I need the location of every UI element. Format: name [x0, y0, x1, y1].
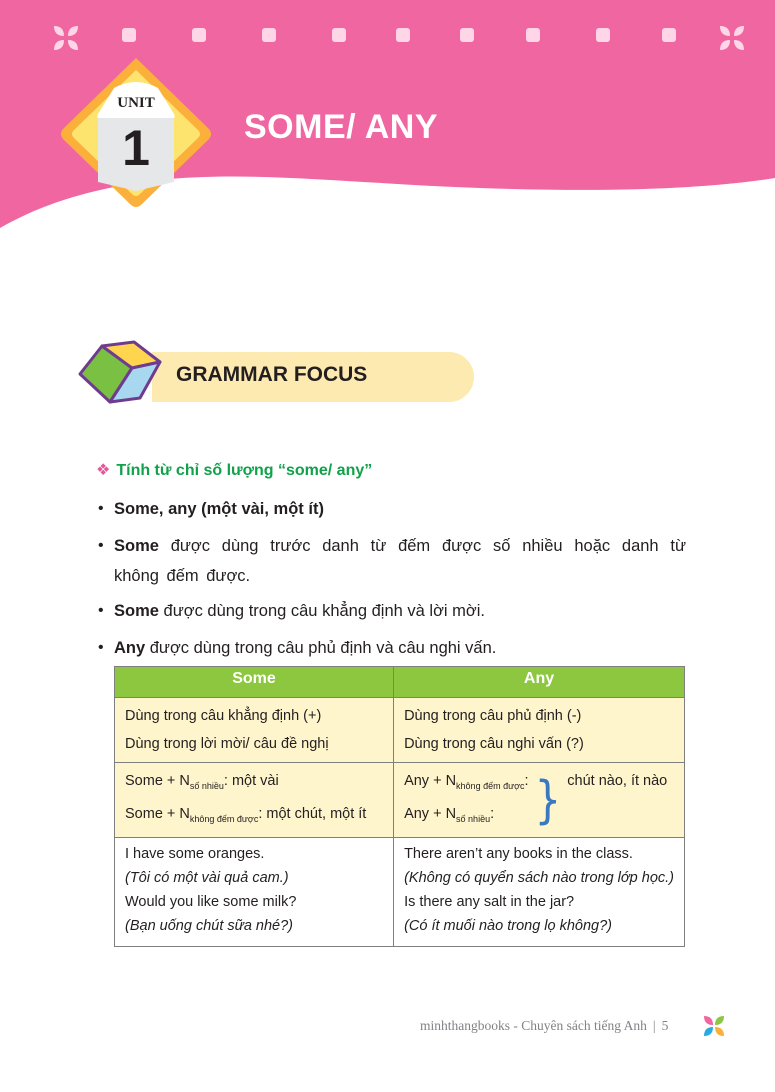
forms-cell-any	[394, 763, 685, 838]
section-heading: GRAMMAR FOCUS	[176, 363, 368, 386]
form-subscript: không đếm được	[456, 781, 525, 791]
flower-icon	[50, 22, 82, 54]
page-footer	[420, 1018, 668, 1034]
example-vi: (Tôi có một vài quả cam.)	[125, 870, 289, 886]
form-prefix: Any + N	[404, 773, 457, 789]
usage-line: Dùng trong câu phủ định (-)	[404, 708, 582, 724]
form-prefix: Some + N	[125, 773, 190, 789]
form-line	[125, 767, 383, 800]
diamond-bullet-icon: ❖	[96, 462, 111, 479]
usage-line: Dùng trong lời mời/ câu đề nghị	[125, 736, 329, 752]
forms-cell-some	[115, 763, 394, 838]
usage-line: Dùng trong câu nghi vấn (?)	[404, 736, 584, 752]
usage-cell-some	[115, 698, 394, 763]
form-prefix: Some + N	[125, 806, 190, 822]
examples-cell-some	[115, 838, 394, 947]
unit-label: UNIT	[117, 95, 155, 111]
form-prefix: Any + N	[404, 806, 457, 822]
flower-icon	[716, 22, 748, 54]
cube-icon	[72, 340, 168, 412]
example-en: There aren’t any books in the class.	[404, 846, 633, 862]
footer-publisher: minhthangbooks - Chuyên sách tiếng Anh	[420, 1018, 647, 1033]
bullet-bold: Some, any (một vài, một ít)	[114, 500, 324, 518]
topic-subtitle-text: Tính từ chỉ số lượng “some/ any”	[116, 462, 373, 479]
decor-dot	[262, 28, 276, 42]
column-header-some: Some	[115, 667, 394, 698]
decor-dot	[596, 28, 610, 42]
curly-brace-icon: }	[534, 770, 562, 829]
example-vi: (Có ít muối nào trong lọ không?)	[404, 918, 613, 934]
decor-dot	[460, 28, 474, 42]
bullet-dot-icon: •	[98, 537, 104, 554]
usage-cell-any	[394, 698, 685, 763]
form-colon: :	[524, 773, 529, 789]
example-vi: (Bạn uống chút sữa nhé?)	[125, 918, 293, 934]
form-subscript: số nhiều	[456, 814, 491, 824]
form-colon: :	[490, 806, 495, 822]
table-header-row	[115, 667, 685, 698]
form-line	[404, 800, 528, 833]
decor-dot	[332, 28, 346, 42]
example-en: Would you like some milk?	[125, 894, 297, 910]
decor-dot	[662, 28, 676, 42]
table-row-forms	[115, 763, 685, 838]
table-row-usage	[115, 698, 685, 763]
bullet-dot-icon: •	[98, 602, 104, 619]
example-en: Is there any salt in the jar?	[404, 894, 575, 910]
form-line	[125, 800, 383, 833]
bullet-bold: Some	[114, 602, 159, 620]
examples-cell-any	[394, 838, 685, 947]
decor-dot	[526, 28, 540, 42]
header-dot-row	[0, 28, 775, 48]
page-title: SOME/ ANY	[244, 108, 439, 146]
page-number: 5	[661, 1018, 669, 1033]
example-en: I have some oranges.	[125, 846, 265, 862]
form-line	[404, 767, 528, 800]
example-vi: (Không có quyển sách nào trong lớp học.)	[404, 870, 674, 886]
bullet-text: được dùng trước danh từ đếm được số nhiều hoặc danh từ không đếm được.	[114, 537, 686, 585]
decor-dot	[122, 28, 136, 42]
form-subscript: không đếm được	[189, 814, 259, 824]
form-subscript: số nhiều	[189, 781, 224, 791]
usage-line: Dùng trong câu khẳng định (+)	[125, 708, 322, 724]
footer-separator: |	[652, 1018, 656, 1033]
topic-subtitle	[96, 460, 372, 480]
bullet-bold: Any	[114, 639, 146, 657]
column-header-any: Any	[394, 667, 685, 698]
unit-number: 1	[122, 120, 150, 176]
form-meaning: : một chút, một ít	[258, 806, 367, 822]
any-meaning: chút nào, ít nào	[567, 773, 668, 789]
bullet-text: được dùng trong câu khẳng định và lời mời.	[158, 602, 485, 620]
decor-dot	[396, 28, 410, 42]
form-meaning: : một vài	[223, 773, 279, 789]
publisher-logo-icon	[702, 1014, 726, 1038]
bullet-text: được dùng trong câu phủ định và câu nghi vấn.	[145, 639, 497, 657]
bullet-dot-icon: •	[98, 639, 104, 656]
decor-dot	[192, 28, 206, 42]
table-row-examples	[115, 838, 685, 947]
bullet-dot-icon: •	[98, 500, 104, 517]
bullet-bold: Some	[114, 537, 159, 555]
some-any-table	[114, 666, 685, 947]
